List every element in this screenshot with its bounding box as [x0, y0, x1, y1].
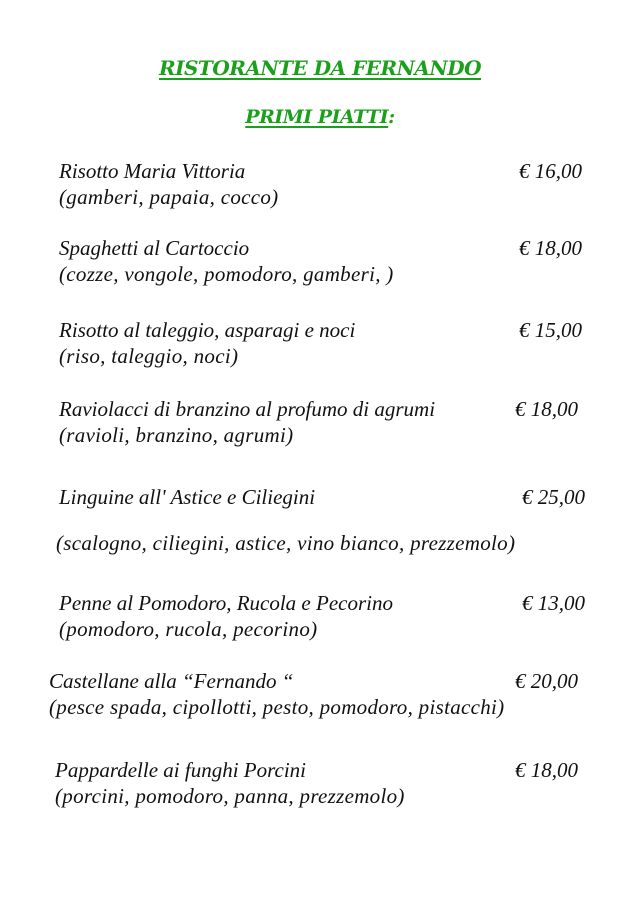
menu-item-description: (cozze, vongole, pomodoro, gamberi, )	[59, 262, 394, 286]
menu-item-name: Spaghetti al Cartoccio	[59, 236, 250, 260]
menu-item-name: Risotto Maria Vittoria	[59, 159, 246, 183]
menu-item-price: € 15,00	[519, 318, 582, 342]
menu-item-description: (riso, taleggio, noci)	[59, 344, 239, 368]
menu-item-description: (pesce spada, cipollotti, pesto, pomodoro, pistacchi)	[49, 695, 505, 719]
section-title-colon: :	[388, 106, 395, 128]
menu-item	[59, 235, 394, 287]
menu-item-price: € 16,00	[519, 159, 582, 183]
menu-item-description: (pomodoro, rucola, pecorino)	[59, 617, 318, 641]
section-title	[0, 106, 640, 128]
menu-item-name: Penne al Pomodoro, Rucola e Pecorino	[59, 591, 393, 615]
menu-item-name: Risotto al taleggio, asparagi e noci	[59, 318, 356, 342]
menu-item-price: € 25,00	[522, 485, 585, 509]
menu-item-description: (gamberi, papaia, cocco)	[59, 185, 279, 209]
menu-item-name: Pappardelle ai funghi Porcini	[55, 758, 306, 782]
menu-item-name: Linguine all' Astice e Ciliegini	[59, 485, 316, 509]
menu-item-description: (porcini, pomodoro, panna, prezzemolo)	[55, 784, 405, 808]
menu-item-price: € 13,00	[522, 591, 585, 615]
menu-item-price: € 18,00	[515, 397, 578, 421]
menu-item	[59, 590, 393, 642]
menu-item	[59, 484, 315, 510]
menu-item-description: (ravioli, branzino, agrumi)	[59, 423, 294, 447]
menu-item-description: (scalogno, ciliegini, astice, vino bianco, prezzemolo)	[56, 531, 516, 555]
menu-item	[55, 757, 405, 809]
menu-item	[59, 317, 355, 369]
menu-item-description-row	[56, 530, 515, 556]
menu-item-price: € 18,00	[515, 758, 578, 782]
menu-item-price: € 18,00	[519, 236, 582, 260]
menu-item-name: Raviolacci di branzino al profumo di agrumi	[59, 397, 436, 421]
section-title-text: PRIMI PIATTI	[245, 106, 389, 128]
menu-item-name: Castellane alla “Fernando “	[49, 669, 294, 693]
menu-item	[59, 396, 435, 448]
menu-item	[49, 668, 504, 720]
restaurant-title: RISTORANTE DA FERNANDO	[159, 56, 481, 80]
menu-item	[59, 158, 278, 210]
menu-item-price: € 20,00	[515, 669, 578, 693]
